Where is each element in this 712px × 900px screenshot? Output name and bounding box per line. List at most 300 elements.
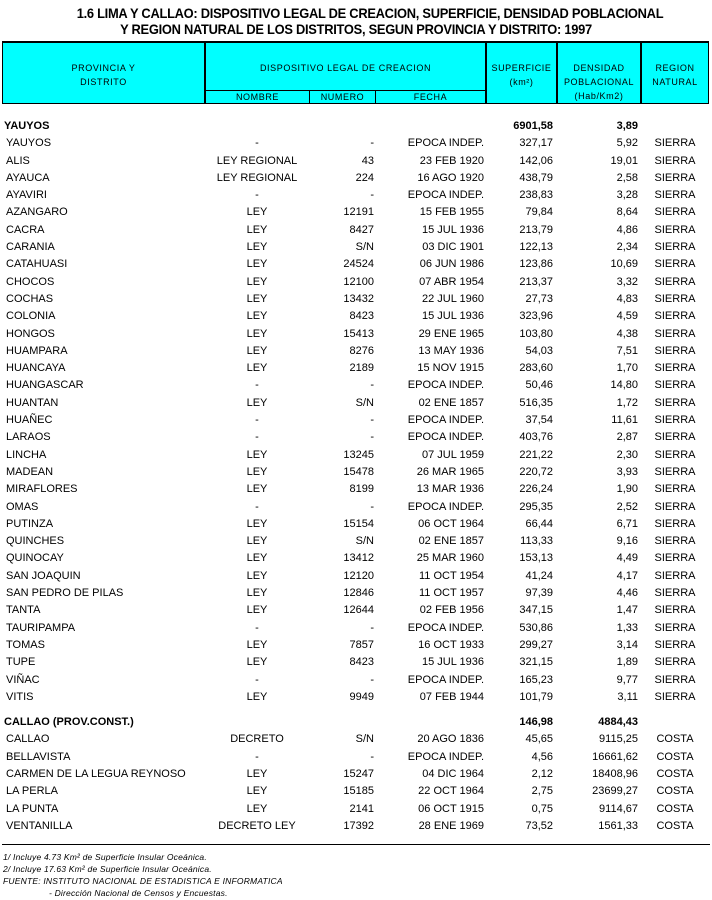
district-name: QUINOCAY [6, 552, 64, 565]
surface-area: 220,72 [519, 465, 553, 478]
population-density: 3,32 [616, 275, 638, 288]
table-title-line-2: Y REGION NATURAL DE LOS DISTRITOS, SEGUN PROVINCIA Y DISTRITO: 1997 [120, 21, 592, 37]
table-row [0, 239, 712, 256]
population-density: 4,38 [616, 327, 638, 340]
surface-area: 0,75 [531, 802, 553, 815]
law-name: LEY [246, 327, 268, 340]
province-surface: 6901,58 [513, 120, 553, 132]
creation-date: 07 FEB 1944 [419, 690, 484, 703]
population-density: 3,28 [616, 189, 638, 202]
law-number: 17392 [343, 819, 374, 832]
law-name: - [255, 137, 259, 150]
law-number: 8427 [349, 223, 374, 236]
table-row [0, 654, 712, 671]
table-title-line-1: 1.6 LIMA Y CALLAO: DISPOSITIVO LEGAL DE CREACION, SUPERFICIE, DENSIDAD POBLACIONAL [76, 5, 664, 21]
creation-date: 29 ENE 1965 [418, 327, 484, 340]
population-density: 9115,25 [599, 733, 638, 746]
population-density: 2,87 [616, 431, 638, 444]
law-number: 13412 [343, 552, 374, 565]
law-number: 8276 [349, 344, 374, 357]
surface-area: 27,73 [525, 292, 553, 305]
table-row [0, 818, 712, 835]
natural-region: SIERRA [654, 414, 696, 427]
natural-region: SIERRA [654, 587, 696, 600]
creation-date: EPOCA INDEP. [407, 673, 484, 686]
population-density: 2,34 [616, 241, 638, 254]
district-name: CARANIA [6, 241, 55, 254]
surface-area: 323,96 [519, 310, 553, 323]
surface-area: 283,60 [519, 362, 553, 375]
creation-date: 23 FEB 1920 [419, 154, 484, 167]
population-density: 18408,96 [592, 767, 638, 780]
population-density: 3,93 [616, 465, 638, 478]
district-name: TOMAS [6, 638, 45, 651]
natural-region: SIERRA [654, 362, 696, 375]
table-row [0, 153, 712, 170]
creation-date: 02 ENE 1857 [418, 535, 484, 548]
district-name: LA PUNTA [6, 802, 59, 815]
creation-date: 25 MAR 1960 [416, 552, 484, 565]
law-name: LEY [246, 517, 268, 530]
table-row [0, 783, 712, 800]
creation-date: 04 DIC 1964 [422, 767, 484, 780]
header-provincia-distrito [3, 59, 204, 91]
law-number: 15413 [343, 327, 374, 340]
natural-region: COSTA [656, 750, 694, 763]
creation-date: 26 MAR 1965 [416, 465, 484, 478]
natural-region: SIERRA [654, 552, 696, 565]
district-name: LINCHA [6, 448, 47, 461]
population-density: 8,64 [616, 206, 638, 219]
natural-region: SIERRA [654, 223, 696, 236]
district-name: ALIS [6, 154, 30, 167]
surface-area: 123,86 [519, 258, 553, 271]
creation-date: 03 DIC 1901 [422, 241, 484, 254]
law-number: 15154 [343, 517, 374, 530]
surface-area: 50,46 [525, 379, 553, 392]
law-name: LEY [246, 483, 268, 496]
district-name: SAN PEDRO DE PILAS [6, 587, 124, 600]
law-name: LEY [246, 396, 268, 409]
table-row [0, 291, 712, 308]
creation-date: 22 OCT 1964 [418, 785, 484, 798]
group-spacer [0, 706, 712, 714]
district-name: QUINCHES [6, 535, 65, 548]
law-number: 8423 [349, 310, 374, 323]
law-number: - [370, 621, 374, 634]
population-density: 9114,67 [599, 802, 638, 815]
natural-region: SIERRA [654, 431, 696, 444]
law-number: 12191 [343, 206, 374, 219]
surface-area: 113,33 [520, 535, 553, 548]
natural-region: SIERRA [654, 396, 696, 409]
natural-region: SIERRA [654, 638, 696, 651]
table-row [0, 689, 712, 706]
natural-region: SIERRA [654, 310, 696, 323]
district-name: PUTINZA [6, 517, 54, 530]
law-name: LEY [246, 258, 268, 271]
law-name: LEY REGIONAL [216, 154, 298, 167]
law-name: LEY [246, 587, 268, 600]
creation-date: 15 FEB 1955 [419, 206, 484, 219]
surface-area: 122,13 [519, 241, 553, 254]
surface-area: 299,27 [519, 638, 553, 651]
law-name: - [255, 414, 259, 427]
surface-area: 438,79 [519, 171, 553, 184]
law-number: 8199 [349, 483, 374, 496]
district-name: HUANCAYA [6, 362, 66, 375]
table-row [0, 135, 712, 152]
natural-region: COSTA [656, 819, 694, 832]
surface-area: 295,35 [519, 500, 553, 513]
law-name: LEY [246, 638, 268, 651]
population-density: 1,89 [616, 656, 638, 669]
law-number: - [370, 189, 374, 202]
surface-area: 516,35 [519, 396, 553, 409]
population-density: 2,52 [616, 500, 638, 513]
population-density: 1561,33 [598, 819, 638, 832]
table-row [0, 620, 712, 637]
natural-region: SIERRA [654, 448, 696, 461]
population-density: 4,59 [616, 310, 638, 323]
footnotes [3, 851, 283, 899]
natural-region: SIERRA [654, 379, 696, 392]
district-name: YAUYOS [6, 137, 52, 150]
natural-region: SIERRA [654, 189, 696, 202]
law-number: 15185 [343, 785, 374, 798]
law-name: - [255, 750, 259, 763]
natural-region: SIERRA [654, 137, 696, 150]
natural-region: SIERRA [654, 569, 696, 582]
header-densidad [558, 59, 640, 105]
law-name: LEY [246, 552, 268, 565]
creation-date: EPOCA INDEP. [407, 431, 484, 444]
surface-area: 66,44 [525, 517, 553, 530]
creation-date: 06 OCT 1964 [418, 517, 484, 530]
law-number: 12846 [343, 587, 374, 600]
creation-date: 13 MAR 1936 [416, 483, 484, 496]
header-text: (km²) [509, 77, 534, 87]
surface-area: 213,79 [519, 223, 553, 236]
creation-date: 11 OCT 1957 [418, 587, 484, 600]
natural-region: SIERRA [654, 535, 696, 548]
header-dispositivo: DISPOSITIVO LEGAL DE CREACION [259, 63, 432, 73]
surface-area: 142,06 [519, 154, 553, 167]
surface-area: 37,54 [525, 414, 553, 427]
law-number: 43 [361, 154, 374, 167]
population-density: 5,92 [616, 137, 638, 150]
creation-date: 16 AGO 1920 [417, 171, 484, 184]
law-number: 12100 [343, 275, 374, 288]
district-name: MADEAN [6, 465, 54, 478]
table-row [0, 412, 712, 429]
law-number: - [370, 379, 374, 392]
header-text: REGION [655, 63, 695, 73]
population-density: 3,14 [616, 638, 638, 651]
table-row [0, 568, 712, 585]
law-number: 224 [355, 171, 374, 184]
district-name: TANTA [6, 604, 41, 617]
population-density: 16661,62 [592, 750, 638, 763]
law-name: LEY [246, 656, 268, 669]
district-name: TAURIPAMPA [6, 621, 76, 634]
table-row [0, 395, 712, 412]
population-density: 3,11 [617, 690, 638, 703]
law-number: 15247 [343, 767, 374, 780]
table-row [0, 602, 712, 619]
population-density: 4,46 [616, 587, 638, 600]
natural-region: SIERRA [654, 690, 696, 703]
surface-area: 103,80 [519, 327, 553, 340]
law-number: - [370, 137, 374, 150]
law-number: S/N [355, 733, 374, 746]
district-name: HUANTAN [6, 396, 59, 409]
natural-region: SIERRA [654, 500, 696, 513]
creation-date: 28 ENE 1969 [418, 819, 484, 832]
law-number: - [370, 500, 374, 513]
header-text: POBLACIONAL [563, 77, 635, 87]
population-density: 1,90 [616, 483, 638, 496]
district-name: MIRAFLORES [6, 483, 78, 496]
law-number: 13432 [343, 292, 374, 305]
surface-area: 73,52 [525, 819, 553, 832]
law-name: - [255, 500, 259, 513]
law-number: S/N [355, 535, 374, 548]
creation-date: 07 JUL 1959 [422, 448, 484, 461]
table-row [0, 377, 712, 394]
natural-region: SIERRA [654, 327, 696, 340]
law-number: 15478 [343, 465, 374, 478]
surface-area: 347,15 [519, 604, 553, 617]
creation-date: 15 JUL 1936 [422, 656, 484, 669]
district-name: CARMEN DE LA LEGUA REYNOSO [6, 767, 186, 780]
district-name: CALLAO [6, 733, 50, 746]
law-number: 2141 [349, 802, 374, 815]
population-density: 4,83 [616, 292, 638, 305]
province-density: 3,89 [616, 120, 638, 132]
footnote-2: 2/ Incluye 17.63 Km² de Superficie Insular Oceánica. [3, 864, 212, 874]
surface-area: 321,15 [519, 656, 553, 669]
source-subline: - Dirección Nacional de Censos y Encuestas. [49, 888, 228, 898]
header-text: SUPERFICIE [491, 63, 552, 73]
law-name: LEY [246, 206, 268, 219]
table-row [0, 170, 712, 187]
table-row [0, 308, 712, 325]
law-name: - [255, 189, 259, 202]
creation-date: 07 ABR 1954 [419, 275, 484, 288]
law-number: 8423 [349, 656, 374, 669]
table-row [0, 256, 712, 273]
natural-region: COSTA [656, 733, 694, 746]
surface-area: 97,39 [525, 587, 553, 600]
natural-region: SIERRA [654, 206, 696, 219]
creation-date: 11 OCT 1954 [418, 569, 484, 582]
surface-area: 238,83 [519, 189, 553, 202]
population-density: 1,70 [616, 362, 638, 375]
law-number: 24524 [343, 258, 374, 271]
law-name: LEY [246, 448, 268, 461]
table-row [0, 447, 712, 464]
district-name: HUANGASCAR [6, 379, 84, 392]
table-row [0, 749, 712, 766]
creation-date: EPOCA INDEP. [407, 414, 484, 427]
natural-region: SIERRA [654, 154, 696, 167]
header-superficie [487, 59, 556, 91]
law-number: - [370, 431, 374, 444]
law-number: - [370, 414, 374, 427]
table-header [2, 41, 709, 104]
surface-area: 79,84 [525, 206, 553, 219]
district-name: CATAHUASI [6, 258, 68, 271]
creation-date: 15 JUL 1936 [422, 223, 484, 236]
surface-area: 530,86 [519, 621, 553, 634]
law-name: LEY [246, 802, 268, 815]
law-number: - [370, 750, 374, 763]
population-density: 1,47 [616, 604, 638, 617]
surface-area: 54,03 [525, 344, 553, 357]
law-name: LEY [246, 535, 268, 548]
law-name: DECRETO LEY [218, 819, 296, 832]
natural-region: SIERRA [654, 604, 696, 617]
table-row [0, 585, 712, 602]
law-name: LEY [246, 604, 268, 617]
table-row [0, 672, 712, 689]
natural-region: SIERRA [654, 465, 696, 478]
law-number: 2189 [349, 362, 374, 375]
population-density: 6,71 [616, 517, 638, 530]
population-density: 19,01 [610, 154, 638, 167]
natural-region: SIERRA [654, 275, 696, 288]
law-name: - [255, 379, 259, 392]
law-name: LEY [246, 275, 268, 288]
district-name: COCHAS [6, 292, 54, 305]
district-name: VITIS [6, 690, 34, 703]
source-line: FUENTE: INSTITUTO NACIONAL DE ESTADISTICA E INFORMATICA [3, 876, 283, 886]
surface-area: 213,37 [519, 275, 553, 288]
district-name: LARAOS [6, 431, 51, 444]
law-name: LEY REGIONAL [216, 171, 298, 184]
law-number: 9949 [349, 690, 374, 703]
surface-area: 165,23 [519, 673, 553, 686]
table-row [0, 222, 712, 239]
surface-area: 45,65 [525, 733, 553, 746]
surface-area: 403,76 [519, 431, 553, 444]
law-name: LEY [246, 241, 268, 254]
natural-region: COSTA [656, 802, 694, 815]
surface-area: 221,22 [519, 448, 553, 461]
district-name: AZANGARO [6, 206, 68, 219]
header-text: DENSIDAD [573, 63, 625, 73]
population-density: 2,58 [616, 171, 638, 184]
population-density: 1,33 [616, 621, 638, 634]
law-number: - [370, 673, 374, 686]
surface-area: 327,17 [519, 137, 553, 150]
district-name: TUPE [6, 656, 36, 669]
law-number: 7857 [349, 638, 374, 651]
surface-area: 101,79 [519, 690, 553, 703]
district-name: CHOCOS [6, 275, 55, 288]
header-region [642, 59, 708, 91]
natural-region: SIERRA [654, 621, 696, 634]
table-row [0, 326, 712, 343]
natural-region: SIERRA [654, 258, 696, 271]
creation-date: EPOCA INDEP. [407, 500, 484, 513]
header-text: PROVINCIA Y [71, 63, 136, 73]
law-name: LEY [246, 344, 268, 357]
district-name: HUAMPARA [6, 344, 68, 357]
population-density: 4,49 [616, 552, 638, 565]
district-name: CACRA [6, 223, 45, 236]
creation-date: 20 AGO 1836 [417, 733, 484, 746]
natural-region: SIERRA [654, 483, 696, 496]
creation-date: EPOCA INDEP. [407, 621, 484, 634]
table-row [0, 204, 712, 221]
natural-region: SIERRA [654, 241, 696, 254]
natural-region: COSTA [656, 785, 694, 798]
population-density: 4,86 [616, 223, 638, 236]
surface-area: 226,24 [519, 483, 553, 496]
law-name: - [255, 621, 259, 634]
law-name: - [255, 431, 259, 444]
table-body [0, 118, 712, 835]
table-row [0, 801, 712, 818]
table-row [0, 731, 712, 748]
law-name: - [255, 673, 259, 686]
table-row [0, 343, 712, 360]
population-density: 10,69 [610, 258, 638, 271]
natural-region: SIERRA [654, 656, 696, 669]
table-row [0, 360, 712, 377]
district-name: AYAVIRI [6, 189, 47, 202]
natural-region: SIERRA [654, 517, 696, 530]
law-name: LEY [246, 767, 268, 780]
law-name: LEY [246, 465, 268, 478]
table-row [0, 481, 712, 498]
natural-region: SIERRA [654, 673, 696, 686]
province-name: YAUYOS [4, 120, 50, 132]
law-name: LEY [246, 569, 268, 582]
law-number: S/N [355, 396, 374, 409]
creation-date: EPOCA INDEP. [407, 750, 484, 763]
creation-date: 02 ENE 1857 [418, 396, 484, 409]
province-density: 4884,43 [598, 716, 638, 729]
creation-date: EPOCA INDEP. [407, 379, 484, 392]
law-name: LEY [246, 785, 268, 798]
table-row [0, 550, 712, 567]
district-name: SAN JOAQUIN [6, 569, 81, 582]
natural-region: SIERRA [654, 171, 696, 184]
header-text: NATURAL [652, 77, 698, 87]
law-name: LEY [246, 690, 268, 703]
law-number: S/N [355, 241, 374, 254]
surface-area: 41,24 [525, 569, 553, 582]
population-density: 9,77 [616, 673, 638, 686]
district-name: HUAÑEC [6, 414, 53, 427]
creation-date: 13 MAY 1936 [418, 344, 484, 357]
table-row [0, 766, 712, 783]
law-number: 12120 [343, 569, 374, 582]
creation-date: 06 JUN 1986 [419, 258, 484, 271]
province-name: CALLAO (PROV.CONST.) [4, 716, 134, 729]
district-name: HONGOS [6, 327, 55, 340]
table-row [0, 533, 712, 550]
header-text: DISTRITO [80, 77, 127, 87]
population-density: 7,51 [616, 344, 638, 357]
province-total-row [0, 118, 712, 135]
law-name: LEY [246, 310, 268, 323]
population-density: 9,16 [616, 535, 638, 548]
creation-date: 02 FEB 1956 [419, 604, 484, 617]
